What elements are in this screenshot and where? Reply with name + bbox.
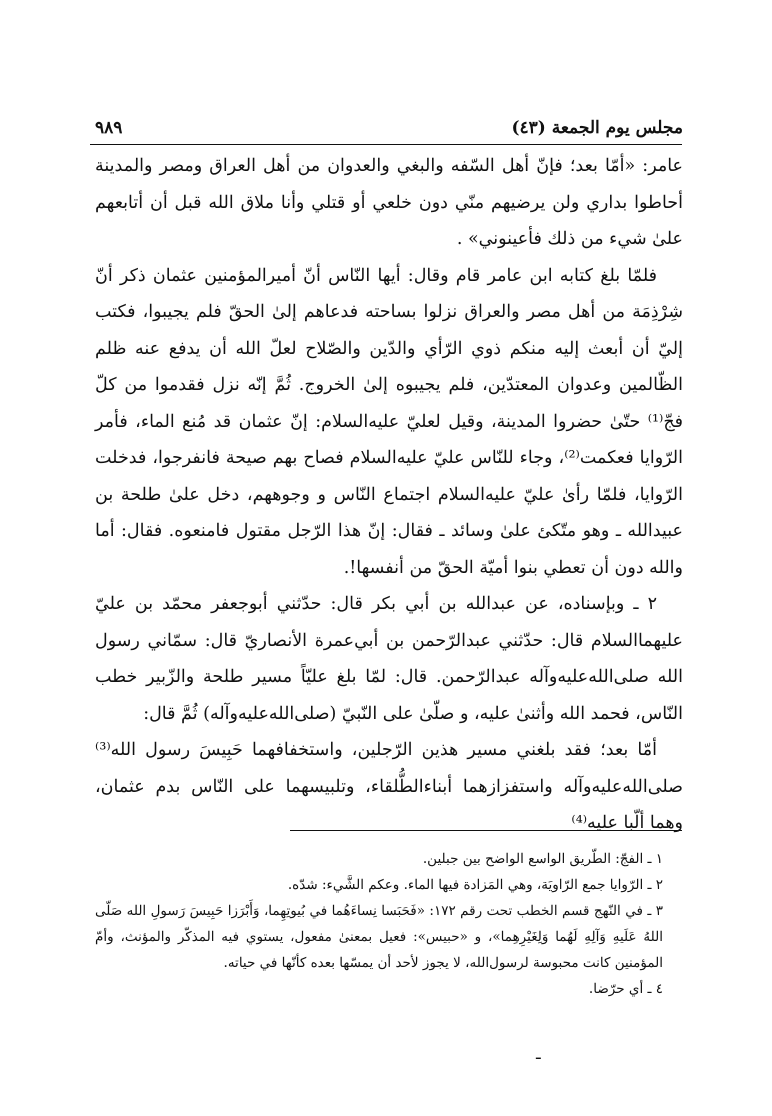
page-number: ٩٨٩: [95, 118, 123, 138]
footnote: ٢ ـ الرّوايا جمع الرّاويَة، وهي المَزادة فيها الماء. وعكم الشَّيء: شدّه.: [287, 877, 663, 893]
footnote: ٣ ـ في النّهج قسم الخطب تحت رقم ١٧٢: «فَحَبَسا نِساءَهُما في بُيوتِهِما، وَأَبْرَزا حَبِيسَ رَسولِ الله صَلّى اللهُ عَلَيهِ وَآلِهِ لَهُما وَلِغَيْرِهِما»، و «حبيس»: فعيل بمعنىٰ مفعول، يستوي فيه المذكّر والمؤنث، وأمّ المؤمنين كانت محبوسة لرسول‌الله، لا يجوز لأحد أن يمسّها بعده كأنّها في حياته.: [95, 903, 663, 971]
paragraph: فلمّا بلغ كتابه ابن عامر قام وقال: أيها النّاس أنّ أميرالمؤمنين عثمان ذكر أنّ شِرْذِمَة من أهل مصر والعراق نزلوا بساحته فدعاهم إلىٰ الحقّ فلم يجيبوا، فكتب إليّ أن أبعث إليه منكم ذوي الرّأي والدّين والصّلاح لعلّ الله أن يدفع عنه ظلم الظّالمين وعدوان المعتدّين، فلم يجيبوه إلىٰ الخروج. ثُمَّ إنّه نزل فقدموا من كلّ فجّ⁽¹⁾ حتّىٰ حضروا المدينة، وقيل لعليّ عليه‌السلام: إنّ عثمان قد مُنع الماء، فأمر الرّوايا فعكمت⁽²⁾، وجاء للنّاس عليّ عليه‌السلام فصاح بهم صيحة فانفرجوا، فدخلت الرّوايا، فلمّا رأىٰ عليّ عليه‌السلام اجتماع النّاس و وجوههم، دخل علىٰ طلحة بن عبيدالله ـ وهو متّكئ علىٰ وسائد ـ فقال: إنّ هذا الرّجل مقتول فامنعوه. فقال: أما والله دون أن تعطي بنوا أميّة الحقّ من أنفسها!.: [95, 265, 684, 578]
footnotes: [95, 846, 683, 1002]
header-divider: [90, 144, 682, 145]
footnote-divider: [290, 830, 682, 831]
paragraph: عامر: «أمّا بعد؛ فإنّ أهل السّفه والبغي والعدوان من أهل العراق ومصر والمدينة أحاطوا بداري ولن يرضيهم منّي دون خلعي أو قتلي وأنا ملاق الله قبل أن أتابعهم علىٰ شيء من ذلك فأعينوني» .: [95, 156, 683, 249]
main-text: [95, 148, 683, 842]
catchword-mark: ـ: [536, 1044, 541, 1063]
footnote: ١ ـ الفجّ: الطّريق الواسع الواضح بين جبلين.: [422, 851, 663, 867]
chapter-title: مجلس يوم الجمعة (٤٣): [511, 118, 683, 138]
running-header: [95, 112, 683, 138]
footnote: ٤ ـ أي حرّضا.: [588, 981, 663, 997]
paragraph: أمّا بعد؛ فقد بلغني مسير هذين الرّجلين، واستخفافهما حَبِيسَ رسول الله⁽³⁾ صلى‌الله‌عليه‌وآله واستفزازهما أبناءالطُّلقاء، وتلبيسهما على النّاس بدم عثمان، وهما ألّبا عليه⁽⁴⁾: [95, 740, 683, 833]
paragraph: ٢ ـ وبإسناده، عن عبدالله بن أبي بكر قال: حدّثني أبوجعفر محمّد بن عليّ عليهما‌السلام قال: حدّثني عبدالرّحمن بن أبي‌عمرة الأنصاريّ قال: سمّاني رسول الله صلى‌الله‌عليه‌وآله عبدالرّحمن. قال: لمّا بلغ عليّاً مسير طلحة والزّبير خطب النّاس، فحمد الله وأثنىٰ عليه، و صلّىٰ على النّبيّ (صلى‌الله‌عليه‌وآله) ثُمَّ قال:: [95, 594, 683, 724]
